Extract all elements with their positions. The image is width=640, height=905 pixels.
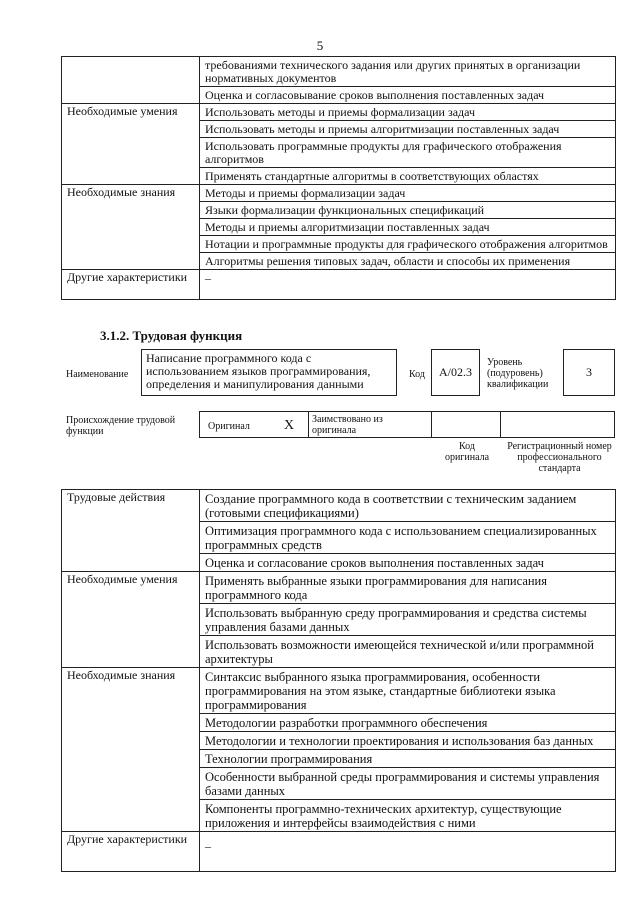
table-cell: Использовать возможности имеющейся технической и/или программной архитектуры [200,636,616,668]
table-cell: Языки формализации функциональных спецификаций [200,202,616,219]
qualification-level: 3 [586,365,592,379]
table-cell: Особенности выбранной среды программирования и системы управления базами данных [200,768,616,800]
table-cell: Синтаксис выбранного языка программирования, особенности программирования на этом языке, стандартные библиотеки языка программирования [200,668,616,714]
table-cell: Применять выбранные языки программирования для написания программного кода [200,572,616,604]
requirements-table-1 [61,56,616,300]
table-cell: Оптимизация программного кода с использованием специализированных программных средств [200,522,616,554]
table-cell: – [200,832,616,872]
function-name-box [141,349,397,396]
table-row [62,490,616,522]
table-cell: требованиями технического задания или других принятых в организации нормативных документов [200,57,616,87]
table-cell: Использовать методы и приемы алгоритмизации поставленных задач [200,121,616,138]
borrowed-label: Заимствовано из оригинала [312,414,383,436]
table-cell: – [200,270,616,300]
level-label: Уровень (подуровень) квалификации [487,357,549,390]
table-cell: Нотации и программные продукты для графического отображения алгоритмов [200,236,616,253]
row-label: Необходимые умения [62,104,200,185]
table-cell: Компоненты программно-технических архитектур, существующие приложения и интерфейсы взаимодействия с ними [200,800,616,832]
table-row [62,270,616,300]
table-cell: Методы и приемы алгоритмизации поставленных задач [200,219,616,236]
row-label: Другие характеристики [62,832,200,872]
requirements-table-2 [61,489,616,872]
table-row [62,57,616,87]
table-cell: Применять стандартные алгоритмы в соответствующих областях [200,168,616,185]
row-label: Трудовые действия [62,490,200,572]
table-cell: Методологии и технологии проектирования и использования баз данных [200,732,616,750]
table-cell: Создание программного кода в соответствии с техническим заданием (готовыми спецификациями) [200,490,616,522]
row-label: Необходимые знания [62,185,200,270]
original-label: Оригинал [208,421,250,432]
row-label: Другие характеристики [62,270,200,300]
table-cell: Методологии разработки программного обеспечения [200,714,616,732]
table-row [62,668,616,714]
function-name: Написание программного кода с использованием языков программирования, определения и манипулирования данными [146,351,371,391]
page-number: 5 [316,38,324,53]
table-row [62,104,616,121]
table-row [62,572,616,604]
table-cell: Использовать выбранную среду программирования и средства системы управления базами данных [200,604,616,636]
original-mark: X [284,418,295,433]
table-cell: Использовать методы и приемы формализации задач [200,104,616,121]
section-title: 3.1.2. Трудовая функция [100,328,243,343]
row-label: Необходимые знания [62,668,200,832]
code-box [431,349,480,396]
origin-label: Происхождение трудовой функции [66,415,176,437]
name-label: Наименование [66,369,129,380]
table-row [62,832,616,872]
table-cell: Методы и приемы формализации задач [200,185,616,202]
row-label [62,57,200,104]
table-cell: Технологии программирования [200,750,616,768]
code-original-caption: Код оригинала [444,441,490,463]
table-cell: Алгоритмы решения типовых задач, области и способы их применения [200,253,616,270]
code-label: Код [409,369,425,380]
origin-box [199,411,615,438]
level-box [563,349,615,396]
table-cell: Оценка и согласование сроков выполнения поставленных задач [200,554,616,572]
function-code: А/02.3 [439,365,472,379]
table-cell: Использовать программные продукты для графического отображения алгоритмов [200,138,616,168]
table-cell: Оценка и согласовывание сроков выполнения поставленных задач [200,87,616,104]
table-row [62,185,616,202]
row-label: Необходимые умения [62,572,200,668]
reg-number-caption: Регистрационный номер профессионального стандарта [507,441,612,474]
